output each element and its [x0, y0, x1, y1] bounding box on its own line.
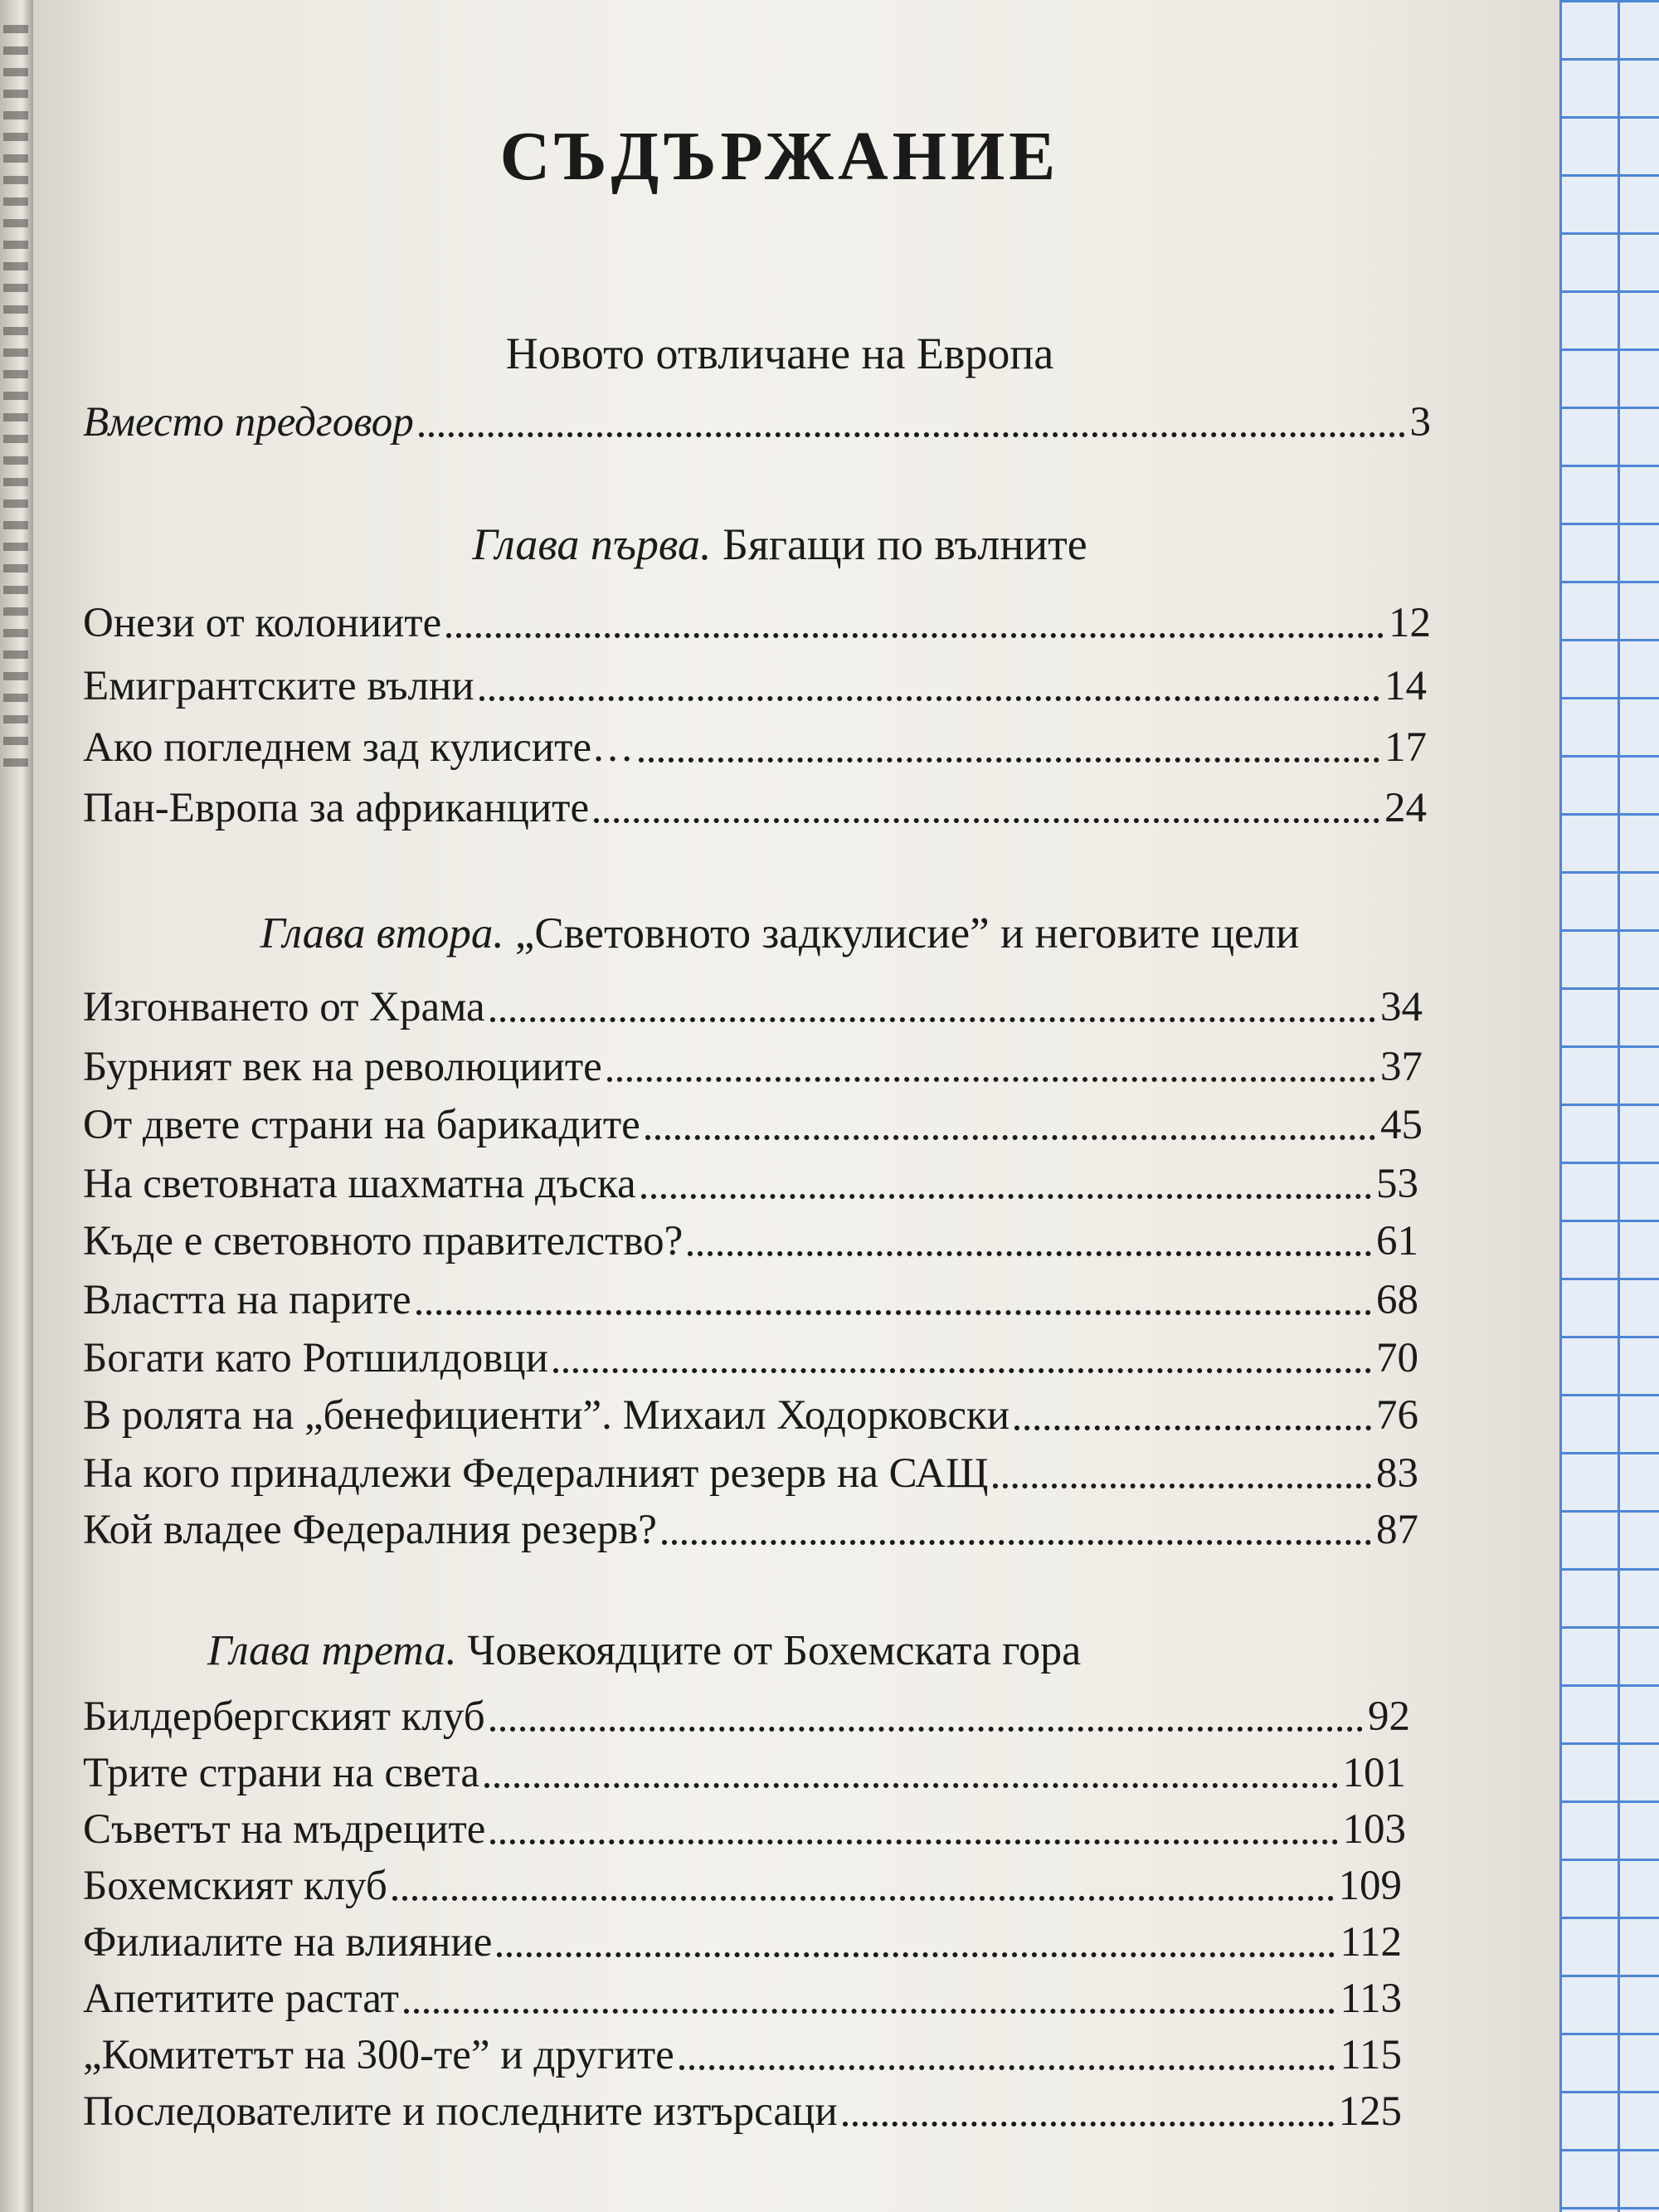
grid-paper-background [1559, 0, 1659, 2212]
dot-leader [639, 758, 1379, 763]
chapter-prefix: Глава първа. [472, 519, 712, 569]
dot-leader [1014, 1425, 1371, 1430]
dot-leader [490, 1727, 1363, 1732]
toc-entry-label: Онези от колониите [83, 600, 442, 646]
toc-entry-page: 24 [1384, 785, 1427, 831]
toc-entry-page: 34 [1380, 984, 1423, 1030]
toc-entry-page: 3 [1409, 399, 1431, 446]
toc-entry-page: 113 [1340, 1976, 1402, 2022]
toc-entry [83, 1101, 1423, 1150]
toc-entry [83, 1276, 1418, 1325]
toc-entry [83, 724, 1427, 772]
toc-entry [83, 1805, 1406, 1854]
dot-leader [553, 1368, 1371, 1373]
dot-leader [392, 1896, 1334, 1901]
toc-entry-page: 115 [1340, 2032, 1402, 2078]
dot-leader [645, 1135, 1375, 1140]
toc-entry-label: Бурният век на революциите [83, 1044, 602, 1090]
toc-entry-page: 12 [1389, 600, 1431, 646]
toc-entry-page: 68 [1376, 1277, 1418, 1323]
toc-entry-label: Ако погледнем зад кулисите… [83, 724, 635, 771]
dot-leader [993, 1484, 1371, 1488]
dot-leader [490, 1017, 1375, 1022]
toc-entry-label: Последователите и последните изтърсаци [83, 2088, 838, 2135]
dot-leader [607, 1077, 1375, 1082]
toc-entry-page: 103 [1342, 1806, 1406, 1853]
toc-entry-page: 83 [1376, 1450, 1418, 1497]
dot-leader [688, 1251, 1371, 1256]
toc-entry-label: Съветът на мъдреците [83, 1806, 486, 1853]
chapter-heading [33, 909, 1526, 958]
chapter-prefix: Глава трета. [207, 1627, 457, 1674]
toc-entry [83, 1391, 1418, 1440]
toc-entry-page: 53 [1376, 1161, 1418, 1207]
toc-entry [83, 1862, 1402, 1911]
toc-entry [83, 1160, 1418, 1209]
dot-leader [662, 1540, 1371, 1545]
toc-entry-page: 45 [1380, 1102, 1423, 1148]
toc-entry [83, 784, 1427, 833]
toc-entry [83, 2088, 1402, 2136]
toc-entry [83, 599, 1431, 648]
toc-entry-label: От двете страни на барикадите [83, 1102, 640, 1148]
toc-entry-page: 76 [1376, 1392, 1418, 1439]
toc-entry [83, 1043, 1423, 1092]
toc-entry-label: Властта на парите [83, 1277, 411, 1323]
dot-leader [419, 432, 1405, 437]
toc-entry [83, 1693, 1410, 1742]
toc-entry [83, 983, 1423, 1032]
toc-entry-page: 37 [1380, 1044, 1423, 1090]
toc-entry-label: Къде е световното правителство? [83, 1218, 684, 1264]
toc-entry-label: Кой владее Федералния резерв? [83, 1507, 657, 1553]
toc-entry [83, 1217, 1418, 1266]
toc-entry-label: Богати като Ротшилдовци [83, 1335, 548, 1381]
toc-entry-page: 61 [1376, 1218, 1418, 1264]
intro-heading: Новото отвличане на Европа [505, 329, 1054, 378]
chapter-heading [207, 1626, 1369, 1675]
toc-entry-page: 109 [1338, 1863, 1402, 1909]
dot-leader [641, 1194, 1371, 1199]
toc-entry [83, 1506, 1418, 1555]
toc-entry-label: Вместо предговор [83, 399, 414, 446]
toc-entry-label: В ролята на „бенефициенти”. Михаил Ходорковски [83, 1392, 1010, 1439]
toc-entry-label: Бохемският клуб [83, 1863, 387, 1909]
toc-entry [83, 1449, 1418, 1498]
toc-entry-page: 125 [1338, 2088, 1402, 2135]
dot-leader [594, 818, 1379, 823]
toc-entry-label: „Комитетът на 300-те” и другите [83, 2032, 674, 2078]
chapter-title: Човекоядците от Бохемската гора [467, 1627, 1082, 1674]
dot-leader [843, 2122, 1334, 2127]
page-title: СЪДЪРЖАНИЕ [499, 118, 1060, 195]
chapter-heading [33, 519, 1526, 570]
toc-entry-label: На световната шахматна дъска [83, 1161, 636, 1207]
dot-leader [484, 1783, 1338, 1788]
toc-entry-page: 101 [1342, 1750, 1406, 1796]
toc-entry-page: 14 [1384, 663, 1427, 709]
chapter-title: Бягащи по вълните [722, 519, 1087, 569]
book-page [33, 0, 1559, 2212]
toc-entry [83, 1334, 1418, 1383]
toc-entry [83, 1975, 1402, 2024]
facing-page-text-fragment [3, 25, 28, 772]
toc-entry [83, 398, 1431, 447]
toc-entry-label: Изгонването от Храма [83, 984, 485, 1030]
chapter-title: „Световното задкулисие” и неговите цели [514, 909, 1300, 957]
toc-entry-page: 87 [1376, 1507, 1418, 1553]
toc-entry [83, 2031, 1402, 2080]
toc-entry-label: Пан-Европа за африканците [83, 785, 590, 831]
dot-leader [404, 2009, 1335, 2014]
toc-entry [83, 1749, 1406, 1798]
toc-entry-page: 17 [1384, 724, 1427, 771]
dot-leader [446, 633, 1384, 638]
toc-entry [83, 1918, 1402, 1967]
toc-entry-page: 70 [1376, 1335, 1418, 1381]
toc-entry-label: Билдербергският клуб [83, 1693, 485, 1740]
toc-entry-label: Емигрантските вълни [83, 663, 474, 709]
toc-entry-label: Трите страни на света [83, 1750, 479, 1796]
dot-leader [416, 1310, 1371, 1315]
chapter-prefix: Глава втора. [260, 909, 504, 957]
dot-leader [497, 1952, 1335, 1957]
toc-entry-label: Апетитите растат [83, 1976, 399, 2022]
toc-entry [83, 662, 1427, 711]
toc-entry-page: 112 [1340, 1919, 1402, 1966]
dot-leader [490, 1839, 1337, 1844]
toc-entry-page: 92 [1368, 1693, 1410, 1740]
dot-leader [479, 696, 1379, 701]
dot-leader [679, 2065, 1335, 2070]
toc-entry-label: Филиалите на влияние [83, 1919, 493, 1966]
toc-entry-label: На кого принадлежи Федералният резерв на САЩ [83, 1450, 989, 1497]
